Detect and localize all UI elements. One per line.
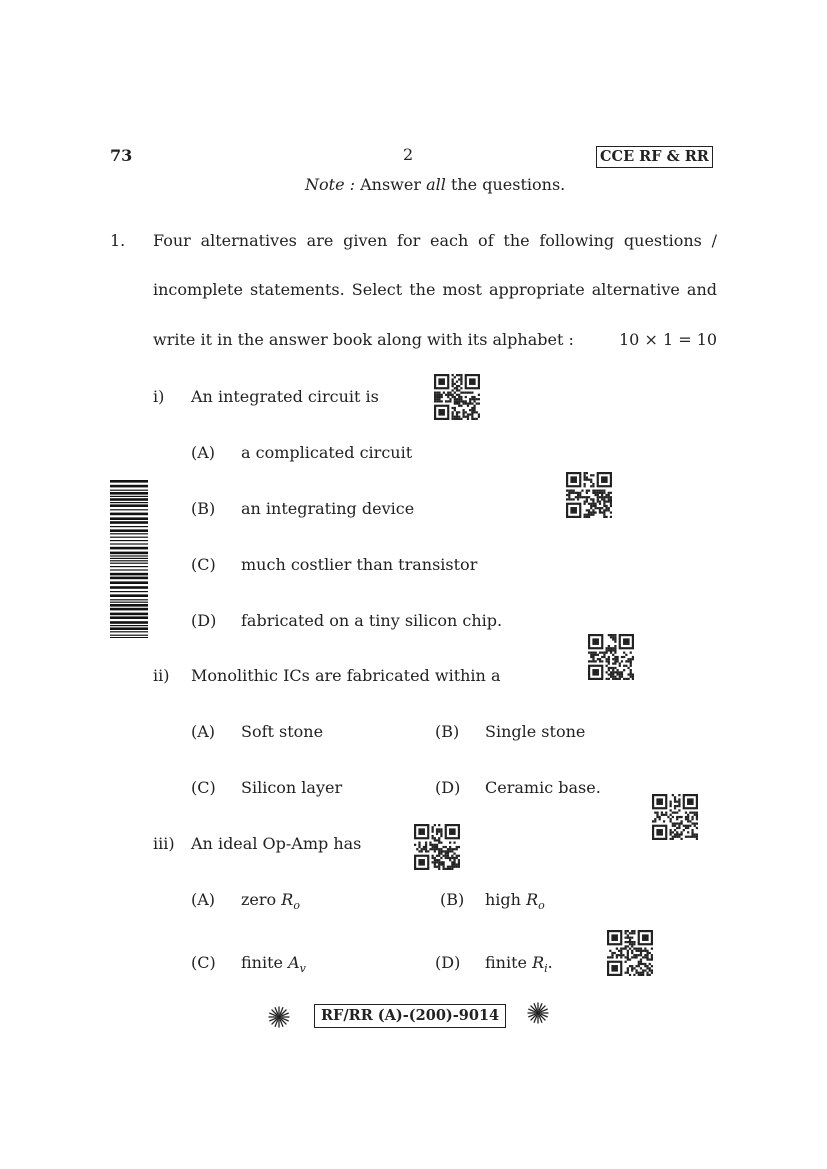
option-text: zero $R_o$: [241, 890, 300, 912]
option-letter: (C): [191, 778, 216, 797]
subquestion-ii-text: Monolithic ICs are fabricated within a: [191, 666, 501, 685]
qr-code-icon: [607, 930, 653, 976]
option-letter: (C): [191, 555, 216, 574]
option-text: an integrating device: [241, 499, 415, 518]
note-text-2: the questions.: [445, 175, 566, 194]
option-text: high $R_o$: [485, 890, 545, 912]
option-text: finite $A_v$: [241, 953, 306, 975]
qr-code-icon: [588, 634, 634, 680]
option-letter: (D): [191, 611, 217, 630]
option-text: finite $R_i$.: [485, 953, 553, 975]
page-number: 2: [403, 145, 414, 164]
option-letter: (D): [435, 953, 461, 972]
qr-code-icon: [434, 374, 480, 420]
subquestion-ii-label: ii): [153, 666, 170, 685]
option-text: a complicated circuit: [241, 443, 413, 462]
qr-code-icon: [566, 472, 612, 518]
question-intro-line-1: Four alternatives are given for each of the following questions /: [153, 231, 717, 250]
subquestion-i-text: An integrated circuit is: [191, 387, 379, 406]
footer-code-box: RF/RR (A)-(200)-9014: [314, 1004, 506, 1028]
option-letter: (A): [191, 722, 216, 741]
option-letter: (B): [191, 499, 216, 518]
question-intro-line-3: write it in the answer book along with its alphabet :: [153, 330, 574, 349]
star-burst-icon: [268, 1006, 290, 1028]
note-prefix: Note :: [305, 175, 356, 194]
option-letter: (A): [191, 890, 216, 909]
subquestion-iii-text: An ideal Op-Amp has: [191, 834, 362, 853]
option-letter: (B): [440, 890, 465, 909]
option-text: Soft stone: [241, 722, 324, 741]
option-letter: (C): [191, 953, 216, 972]
question-intro-line-2: incomplete statements. Select the most appropriate alternative and: [153, 280, 717, 299]
option-text: Ceramic base.: [485, 778, 601, 797]
option-text: much costlier than transistor: [241, 555, 478, 574]
star-burst-icon: [527, 1002, 549, 1024]
instructions-note: [305, 175, 565, 194]
qr-code-icon: [414, 824, 460, 870]
option-text: Single stone: [485, 722, 586, 741]
note-emphasis: all: [426, 175, 446, 194]
option-text: fabricated on a tiny silicon chip.: [241, 611, 503, 630]
question-number: 1.: [110, 231, 126, 250]
option-letter: (B): [435, 722, 460, 741]
subquestion-i-label: i): [153, 387, 165, 406]
page-code: 73: [110, 146, 133, 165]
qr-code-icon: [652, 794, 698, 840]
option-letter: (A): [191, 443, 216, 462]
note-text-1: Answer: [355, 175, 427, 194]
option-letter: (D): [435, 778, 461, 797]
marks-allocation: 10 × 1 = 10: [619, 330, 718, 349]
subquestion-iii-label: iii): [153, 834, 175, 853]
option-text: Silicon layer: [241, 778, 343, 797]
barcode-icon: [110, 480, 148, 638]
exam-code-box: CCE RF & RR: [596, 146, 713, 168]
